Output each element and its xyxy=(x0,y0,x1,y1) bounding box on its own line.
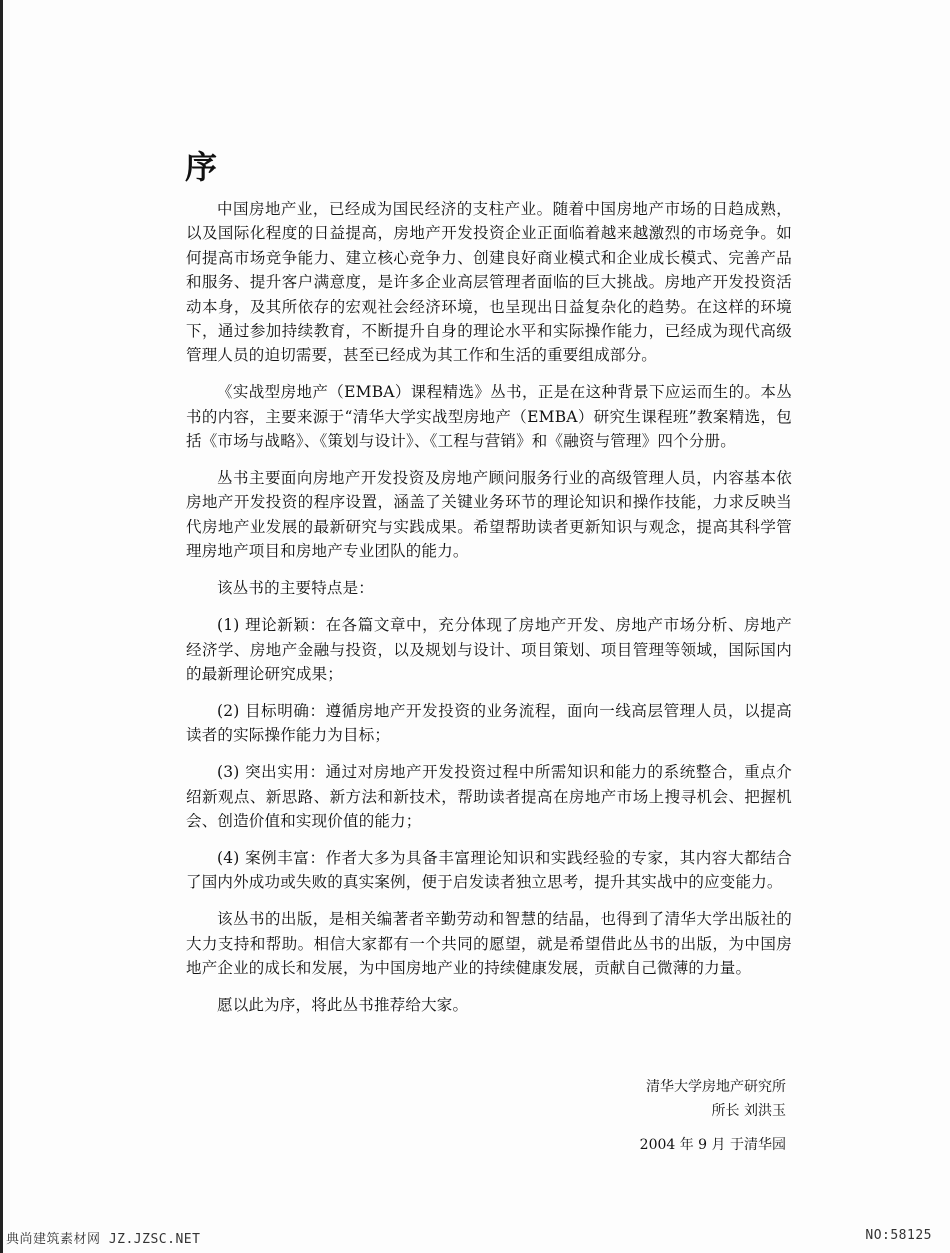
paragraph-6: (2) 目标明确：遵循房地产开发投资的业务流程，面向一线高层管理人员，以提高读者的实际操作能力为目标； xyxy=(186,701,792,745)
footer-watermark-left: 典尚建筑素材网 JZ.JZSC.NET xyxy=(6,1232,201,1247)
preface-title: 序 xyxy=(185,148,220,186)
signature-date: 2004 年 9 月 于清华园 xyxy=(639,1137,786,1153)
page-left-edge xyxy=(0,0,3,1253)
paragraph-5: (1) 理论新颖：在各篇文章中，充分体现了房地产开发、房地产市场分析、房地产经济学、房地产金融与投资，以及规划与设计、项目策划、项目管理等领域，国际国内的最新理论研究成果； xyxy=(186,616,792,683)
footer-watermark-right: NO:58125 xyxy=(865,1228,932,1243)
preface-body xyxy=(186,197,792,1030)
paragraph-10: 愿以此为序，将此丛书推荐给大家。 xyxy=(217,995,469,1014)
paragraph-4: 该丛书的主要特点是： xyxy=(217,579,375,598)
paragraph-9: 该丛书的出版，是相关编著者辛勤劳动和智慧的结晶，也得到了清华大学出版社的大力支持和帮助。相信大家都有一个共同的愿望，就是希望借此丛书的出版，为中国房地产企业的成长和发展，为中国房地产业的持续健康发展，贡献自己微薄的力量。 xyxy=(186,910,792,977)
paragraph-1: 中国房地产业，已经成为国民经济的支柱产业。随着中国房地产市场的日趋成熟，以及国际化程度的日益提高，房地产开发投资企业正面临着越来越激烈的市场竞争。如何提高市场竞争能力、建立核心竞争力、创建良好商业模式和企业成长模式、完善产品和服务、提升客户满意度，是许多企业高层管理者面临的巨大挑战。房地产开发投资活动本身，及其所依存的宏观社会经济环境，也呈现出日益复杂化的趋势。在这样的环境下，通过参加持续教育，不断提升自身的理论水平和实际操作能力，已经成为现代高级管理人员的迫切需要，甚至已经成为其工作和生活的重要组成部分。 xyxy=(186,200,792,365)
paragraph-8: (4) 案例丰富：作者大多为具备丰富理论知识和实践经验的专家，其内容大都结合了国内外成功或失败的真实案例，便于启发读者独立思考，提升其实战中的应变能力。 xyxy=(186,848,792,892)
signature-institution: 清华大学房地产研究所 xyxy=(646,1079,786,1095)
signature-person: 所长 刘洪玉 xyxy=(711,1103,786,1119)
paragraph-3: 丛书主要面向房地产开发投资及房地产顾问服务行业的高级管理人员，内容基本依房地产开发投资的程序设置，涵盖了关键业务环节的理论知识和操作技能，力求反映当代房地产业发展的最新研究与实践成果。希望帮助读者更新知识与观念，提高其科学管理房地产项目和房地产专业团队的能力。 xyxy=(186,469,792,561)
paragraph-2: 《实战型房地产（EMBA）课程精选》丛书，正是在这种背景下应运而生的。本丛书的内容，主要来源于“清华大学实战型房地产（EMBA）研究生课程班”教案精选，包括《市场与战略》、《策划与设计》、《工程与营销》和《融资与管理》四个分册。 xyxy=(186,383,792,451)
signature-block xyxy=(640,1075,786,1157)
paragraph-7: (3) 突出实用：通过对房地产开发投资过程中所需知识和能力的系统整合，重点介绍新观点、新思路、新方法和新技术，帮助读者提高在房地产市场上搜寻机会、把握机会、创造价值和实现价值的能力； xyxy=(186,763,792,830)
